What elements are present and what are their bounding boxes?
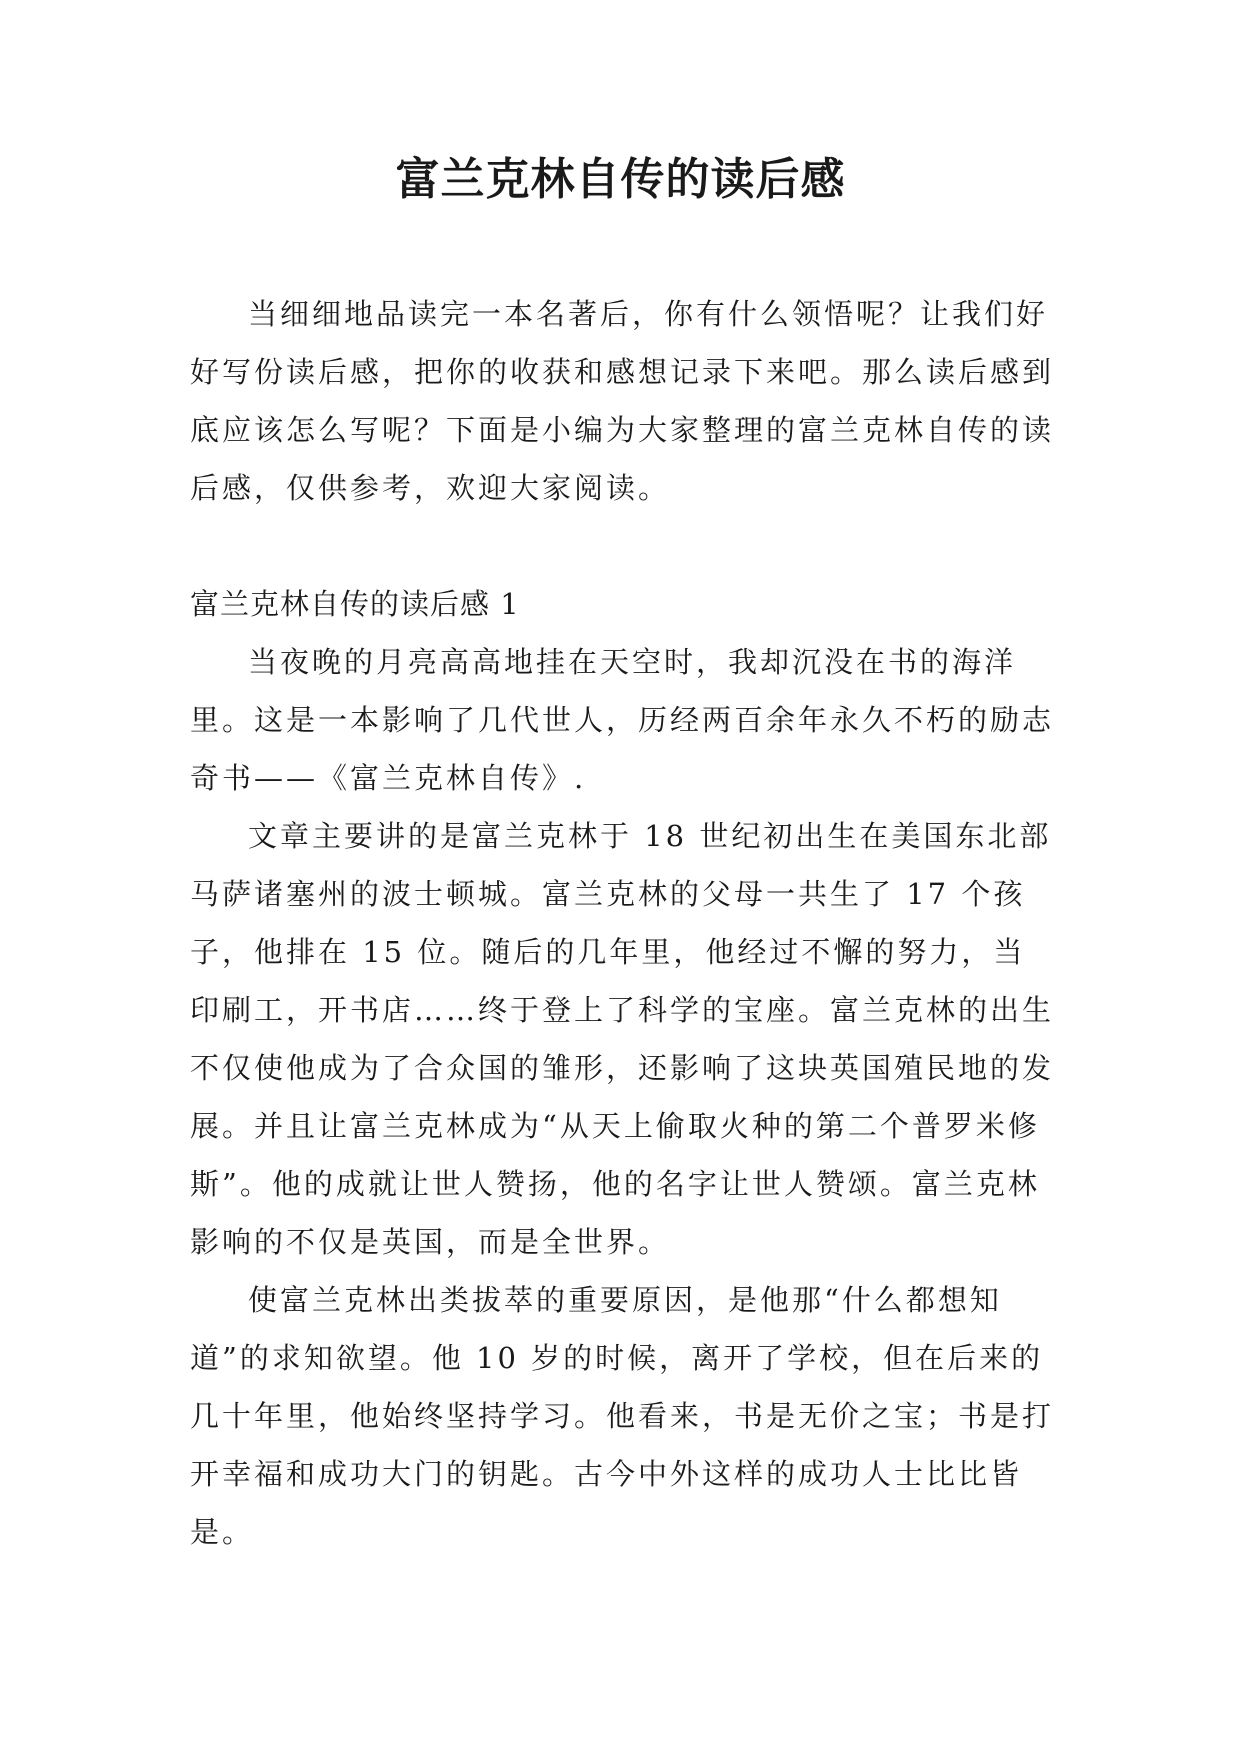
body-paragraph: 文章主要讲的是富兰克林于 18 世纪初出生在美国东北部马萨诸塞州的波士顿城。富兰克林的父母一共生了 17 个孩子，他排在 15 位。随后的几年里，他经过不懈的努力，当印刷工，开书店……终于登上了科学的宝座。富兰克林的出生不仅使他成为了合众国的雏形，还影响了这块英国殖民地的发展。并且让富兰克林成为“从天上偷取火种的第二个普罗米修斯”。他的成就让世人赞扬，他的名字让世人赞颂。富兰克林影响的不仅是英国，而是全世界。 <box>190 819 1055 1259</box>
document-title: 富兰克林自传的读后感 <box>395 154 846 205</box>
document-body <box>190 285 1055 1561</box>
intro-paragraph: 当细细地品读完一本名著后，你有什么领悟呢？让我们好好写份读后感，把你的收获和感想记录下来吧。那么读后感到底应该怎么写呢？下面是小编为大家整理的富兰克林自传的读后感，仅供参考，欢迎大家阅读。 <box>190 297 1055 505</box>
body-paragraph: 当夜晚的月亮高高地挂在天空时，我却沉没在书的海洋里。这是一本影响了几代世人，历经两百余年永久不朽的励志奇书——《富兰克林自传》. <box>190 645 1055 795</box>
section-heading: 富兰克林自传的读后感 1 <box>190 587 520 621</box>
body-paragraph: 使富兰克林出类拔萃的重要原因，是他那“什么都想知道”的求知欲望。他 10 岁的时候，离开了学校，但在后来的几十年里，他始终坚持学习。他看来，书是无价之宝；书是打开幸福和成功大门的钥匙。古今中外这样的成功人士比比皆是。 <box>190 1283 1055 1549</box>
